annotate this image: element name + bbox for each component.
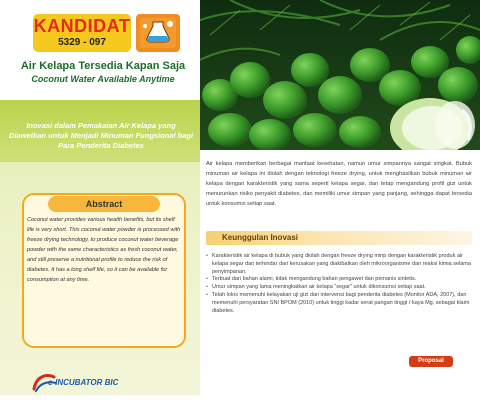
abstract-heading: Abstract [48, 196, 160, 212]
page-title: Air Kelapa Tersedia Kapan Saja [20, 60, 186, 72]
incubator-name: e-INCUBATOR BIC [48, 378, 119, 387]
innovation-title: Inovasi dalam Pemakaian Air Kelapa yang Diawetkan untuk Menjadi Minuman Fungsional bagi Para Penderita Diabetes [8, 121, 194, 150]
candidate-label: KANDIDAT [33, 16, 131, 36]
list-item: • Umur simpan yang lama meningkatkan air kelapa "segar" untuk dikonsumsi setiap saat. [206, 284, 476, 292]
green-coconuts-photo [200, 0, 480, 150]
list-item: • Telah lolos memenuhi kelayakan uji gizi dan intervensi bagi penderita diabetes (Monitor ADA, 2007), dan memenuhi persyaratan SNI BPOM (2010) untuk tinggi kadar serat pangan tinggi / kaya Mg, sebagai klaim diabetes. [206, 292, 476, 315]
intro-paragraph: Air kelapa memberikan berbagai manfaat kesehatan, namun umur simpannya sangat singkat. Bubuk minuman air kelapa ini diolah dengan teknologi freeze drying, untuk menghasilkan bubuk minuman air kelapa dengan karakteristik yang sama seperti kelapa segar, dan tetap mengandung profil gizi untuk menurunkan risiko penyakit diabetes, dan memiliki umur simpan yang panjang, sehingga dapat tersedia untuk konsumsi setiap saat. [206, 161, 472, 207]
abstract-text: Coconut water provides various health benefits, but its shelf life is very short. This coconut water powder is processed with freeze drying technology, to produce coconut water beverage powder with the same characteristics as fresh coconut water, and still preserve a nutritional profile to reduce the risk of diabetes. It has a long shelf life, so it can be available for consumption at any time. [27, 217, 181, 283]
lab-flask-logo-icon [136, 14, 180, 52]
advantages-list [206, 253, 476, 315]
list-item: • Terbuat dari bahan alami, tidak mengandung bahan pengawet dan pemanis sintetis. [206, 276, 476, 284]
candidate-badge [33, 14, 131, 52]
proposal-button[interactable]: Proposal [409, 356, 453, 367]
advantages-heading: Keunggulan Inovasi [222, 233, 299, 242]
candidate-number: 5329 - 097 [58, 37, 106, 48]
page-subtitle: Coconut Water Available Anytime [31, 74, 175, 84]
list-item: • Karakteristik air kelapa di bubuk yang diolah dengan freeze drying mirip dengan karakteristik produk air kelapa segar dan terhindar dari kerusakan yang diakibatkan oleh mikroorganisme dan reaksi kimia selama penyimpanan. [206, 253, 476, 276]
